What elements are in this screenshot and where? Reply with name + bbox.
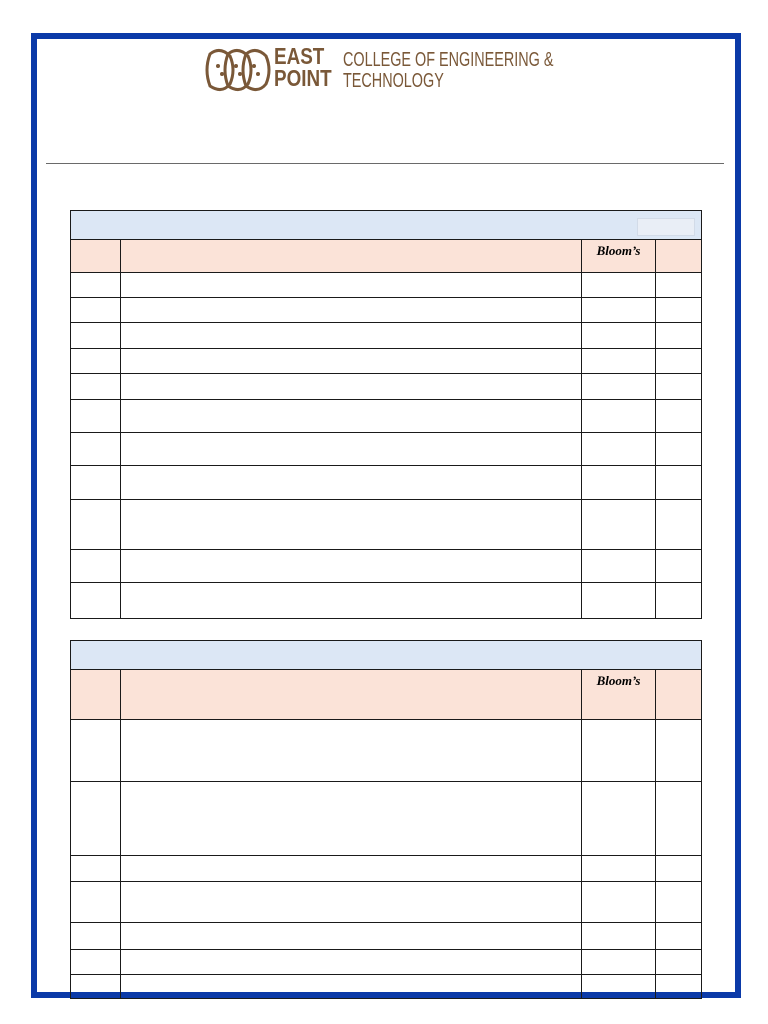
east-point-logo-icon: [200, 44, 272, 96]
table-row: [71, 550, 702, 583]
logo-point-text: POINT: [274, 65, 332, 91]
header-co-cell: [656, 670, 702, 720]
table-row: [71, 273, 702, 298]
table-row: [71, 400, 702, 433]
question-table-part-a: [70, 210, 702, 619]
header-question-cell: [121, 240, 582, 273]
table-row: [71, 782, 702, 856]
table-row: [71, 720, 702, 782]
logo-wordmark: [274, 45, 332, 89]
table-row: [71, 950, 702, 975]
logo-east-text: EAST: [274, 43, 325, 69]
header-question-cell: [121, 670, 582, 720]
header-qno-cell: [71, 240, 121, 273]
table-row: [71, 882, 702, 923]
table-title-cell: [71, 211, 702, 240]
college-header: [200, 44, 580, 98]
table-row: [71, 975, 702, 999]
header-blooms-cell: Bloom’s: [582, 240, 656, 273]
college-name-line1: COLLEGE OF ENGINEERING &: [343, 49, 554, 71]
header-co-cell: [656, 240, 702, 273]
header-blooms-cell: Bloom’s: [582, 670, 656, 720]
table-row: [71, 583, 702, 619]
table-row: [71, 374, 702, 400]
table-row: [71, 433, 702, 466]
table-title-row: [71, 641, 702, 670]
table-row: [71, 323, 702, 349]
table-row: [71, 298, 702, 323]
table-row: [71, 349, 702, 374]
college-name-line2: TECHNOLOGY: [343, 70, 444, 92]
header-divider: [46, 163, 724, 164]
table-title-cell: [71, 641, 702, 670]
table-row: [71, 923, 702, 950]
table-row: [71, 466, 702, 500]
table-title-row: [71, 211, 702, 240]
header-qno-cell: [71, 670, 121, 720]
marks-badge: [637, 218, 695, 236]
question-table-part-b: [70, 640, 702, 999]
table-row: [71, 500, 702, 550]
college-name: [343, 50, 553, 92]
table-row: [71, 856, 702, 882]
table-header-row: [71, 240, 702, 273]
table-header-row: [71, 670, 702, 720]
